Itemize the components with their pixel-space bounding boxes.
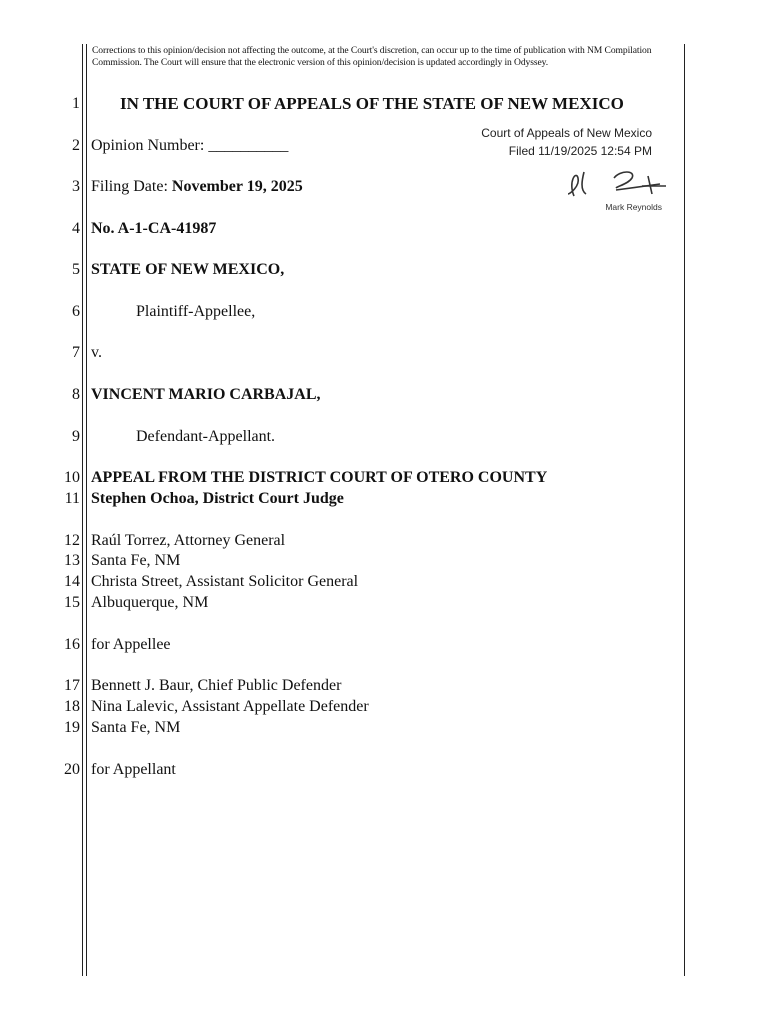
signer-name: Mark Reynolds [605,202,662,212]
defendant-role: Defendant-Appellant. [136,428,276,445]
appellant-counsel-line: Santa Fe, NM [91,719,181,736]
appellee-counsel-line: Christa Street, Assistant Solicitor General [91,573,359,590]
line-number: 19 [64,719,80,736]
district-judge: Stephen Ochoa, District Court Judge [91,490,344,507]
appellee-counsel-line: Albuquerque, NM [91,594,209,611]
line-number: 1 [72,95,80,112]
stamp-court: Court of Appeals of New Mexico [481,126,652,140]
line-number: 12 [64,532,80,549]
left-margin-rule-inner [86,44,87,976]
appellant-counsel-line: Bennett J. Baur, Chief Public Defender [91,677,342,694]
line-number: 16 [64,636,80,653]
opinion-number: Opinion Number: __________ [91,137,289,154]
line-number: 20 [64,761,80,778]
court-title: IN THE COURT OF APPEALS OF THE STATE OF NEW MEXICO [120,94,624,113]
appeal-from: APPEAL FROM THE DISTRICT COURT OF OTERO COUNTY [91,469,548,486]
versus: v. [91,344,102,361]
signature-image [556,164,672,204]
filing-date-label: Filing Date: [91,178,172,195]
plaintiff-role: Plaintiff-Appellee, [136,303,256,320]
line-number: 18 [64,698,80,715]
filing-stamp [440,124,652,160]
line-number: 14 [64,573,80,590]
appellant-counsel-line: Nina Lalevic, Assistant Appellate Defender [91,698,369,715]
line-number: 10 [64,469,80,486]
stamp-filed: Filed 11/19/2025 12:54 PM [508,144,652,158]
for-appellee: for Appellee [91,636,171,653]
appellee-counsel-line: Santa Fe, NM [91,552,181,569]
line-number: 13 [64,552,80,569]
line-number: 6 [72,303,80,320]
line-number: 15 [64,594,80,611]
for-appellant: for Appellant [91,761,176,778]
line-number: 7 [72,344,80,361]
line-number: 9 [72,428,80,445]
appellee-counsel-line: Raúl Torrez, Attorney General [91,532,286,549]
case-number: No. A-1-CA-41987 [91,220,217,237]
filing-date [91,177,303,197]
filing-date-value: November 19, 2025 [171,178,303,195]
left-margin-rule-outer [82,44,83,976]
plaintiff-party: STATE OF NEW MEXICO, [91,261,285,278]
right-margin-rule [684,44,685,976]
line-number: 3 [72,178,80,195]
line-number: 11 [64,490,80,507]
defendant-party: VINCENT MARIO CARBAJAL, [91,386,321,403]
line-number: 4 [72,220,80,237]
line-number: 2 [72,137,80,154]
line-number: 8 [72,386,80,403]
corrections-notice: Corrections to this opinion/decision not affecting the outcome, at the Court's discretion, can occur up to the time of publication with NM Compilation Commission. The Court will ensure that the electronic version of this opinion/decision is updated accordingly in Odyssey. [92,45,652,69]
line-number: 5 [72,261,80,278]
line-number: 17 [64,677,80,694]
